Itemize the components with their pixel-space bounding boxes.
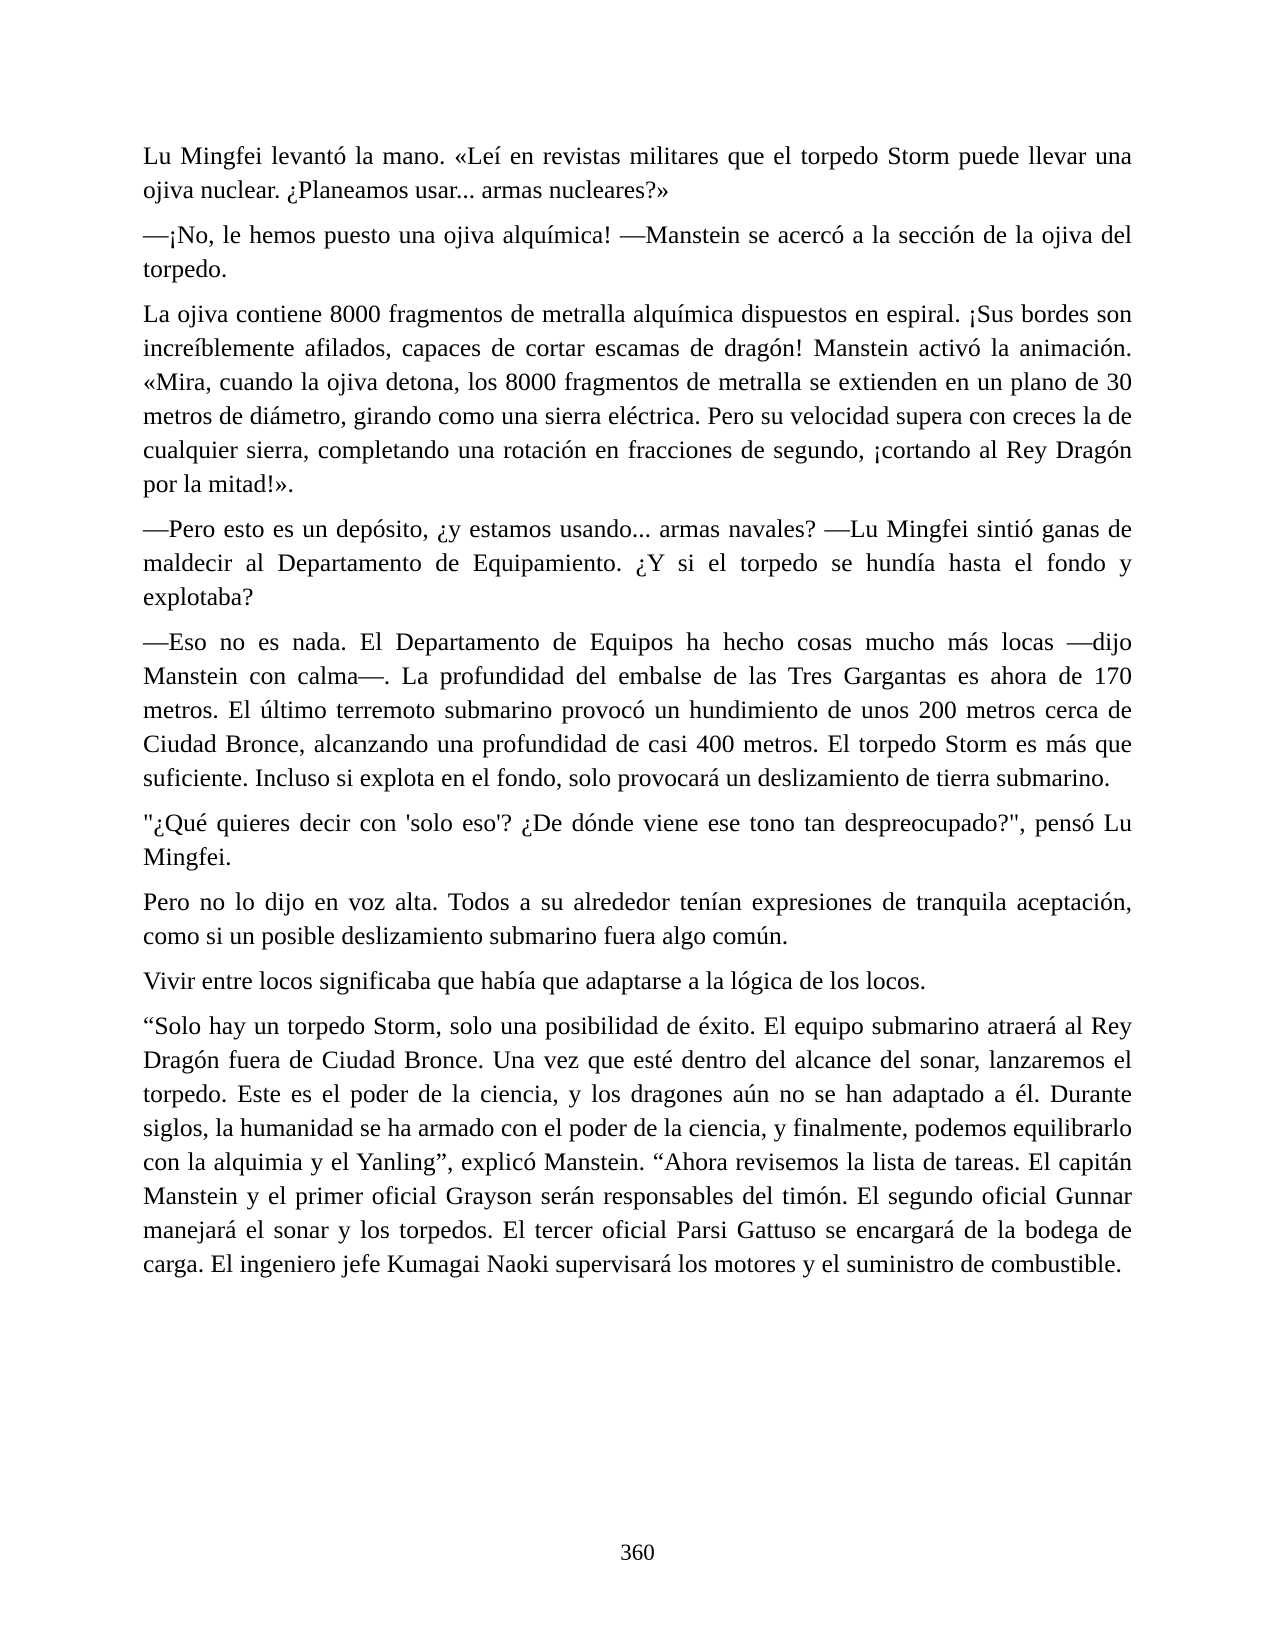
paragraph: La ojiva contiene 8000 fragmentos de metralla alquímica dispuestos en espiral. ¡Sus bordes son increíblemente afilados, capaces de cortar escamas de dragón! Manstein activó la animación. «Mira, cuando la ojiva detona, los 8000 fragmentos de metralla se extienden en un plano de 30 metros de diámetro, girando como una sierra eléctrica. Pero su velocidad supera con creces la de cualquier sierra, completando una rotación en fracciones de segundo, ¡cortando al Rey Dragón por la mitad!». bbox=[143, 299, 1132, 498]
paragraph: —Pero esto es un depósito, ¿y estamos usando... armas navales? —Lu Mingfei sintió ganas de maldecir al Departamento de Equipamiento. ¿Y si el torpedo se hundía hasta el fondo y explotaba? bbox=[143, 514, 1132, 611]
paragraph: Lu Mingfei levantó la mano. «Leí en revistas militares que el torpedo Storm puede llevar una ojiva nuclear. ¿Planeamos usar... armas nucleares?» bbox=[143, 141, 1132, 204]
paragraph: —¡No, le hemos puesto una ojiva alquímica! —Manstein se acercó a la sección de la ojiva del torpedo. bbox=[143, 220, 1132, 283]
paragraph: —Eso no es nada. El Departamento de Equipos ha hecho cosas mucho más locas —dijo Manstein con calma—. La profundidad del embalse de las Tres Gargantas es ahora de 170 metros. El último terremoto submarino provocó un hundimiento de unos 200 metros cerca de Ciudad Bronce, alcanzando una profundidad de casi 400 metros. El torpedo Storm es más que suficiente. Incluso si explota en el fondo, solo provocará un deslizamiento de tierra submarino. bbox=[143, 627, 1132, 792]
paragraph: "¿Qué quieres decir con 'solo eso'? ¿De dónde viene ese tono tan despreocupado?", pensó Lu Mingfei. bbox=[143, 808, 1132, 871]
page-number: 360 bbox=[620, 1540, 655, 1565]
paragraph: “Solo hay un torpedo Storm, solo una posibilidad de éxito. El equipo submarino atraerá al Rey Dragón fuera de Ciudad Bronce. Una vez que esté dentro del alcance del sonar, lanzaremos el torpedo. Este es el poder de la ciencia, y los dragones aún no se han adaptado a él. Durante siglos, la humanidad se ha armado con el poder de la ciencia, y finalmente, podemos equilibrarlo con la alquimia y el Yanling”, explicó Manstein. “Ahora revisemos la lista de tareas. El capitán Manstein y el primer oficial Grayson serán responsables del timón. El segundo oficial Gunnar manejará el sonar y los torpedos. El tercer oficial Parsi Gattuso se encargará de la bodega de carga. El ingeniero jefe Kumagai Naoki supervisará los motores y el suministro de combustible. bbox=[143, 1011, 1132, 1278]
body-text-column bbox=[143, 139, 1132, 1281]
paragraph: Pero no lo dijo en voz alta. Todos a su alrededor tenían expresiones de tranquila aceptación, como si un posible deslizamiento submarino fuera algo común. bbox=[143, 887, 1132, 950]
paragraph: Vivir entre locos significaba que había que adaptarse a la lógica de los locos. bbox=[143, 966, 927, 995]
